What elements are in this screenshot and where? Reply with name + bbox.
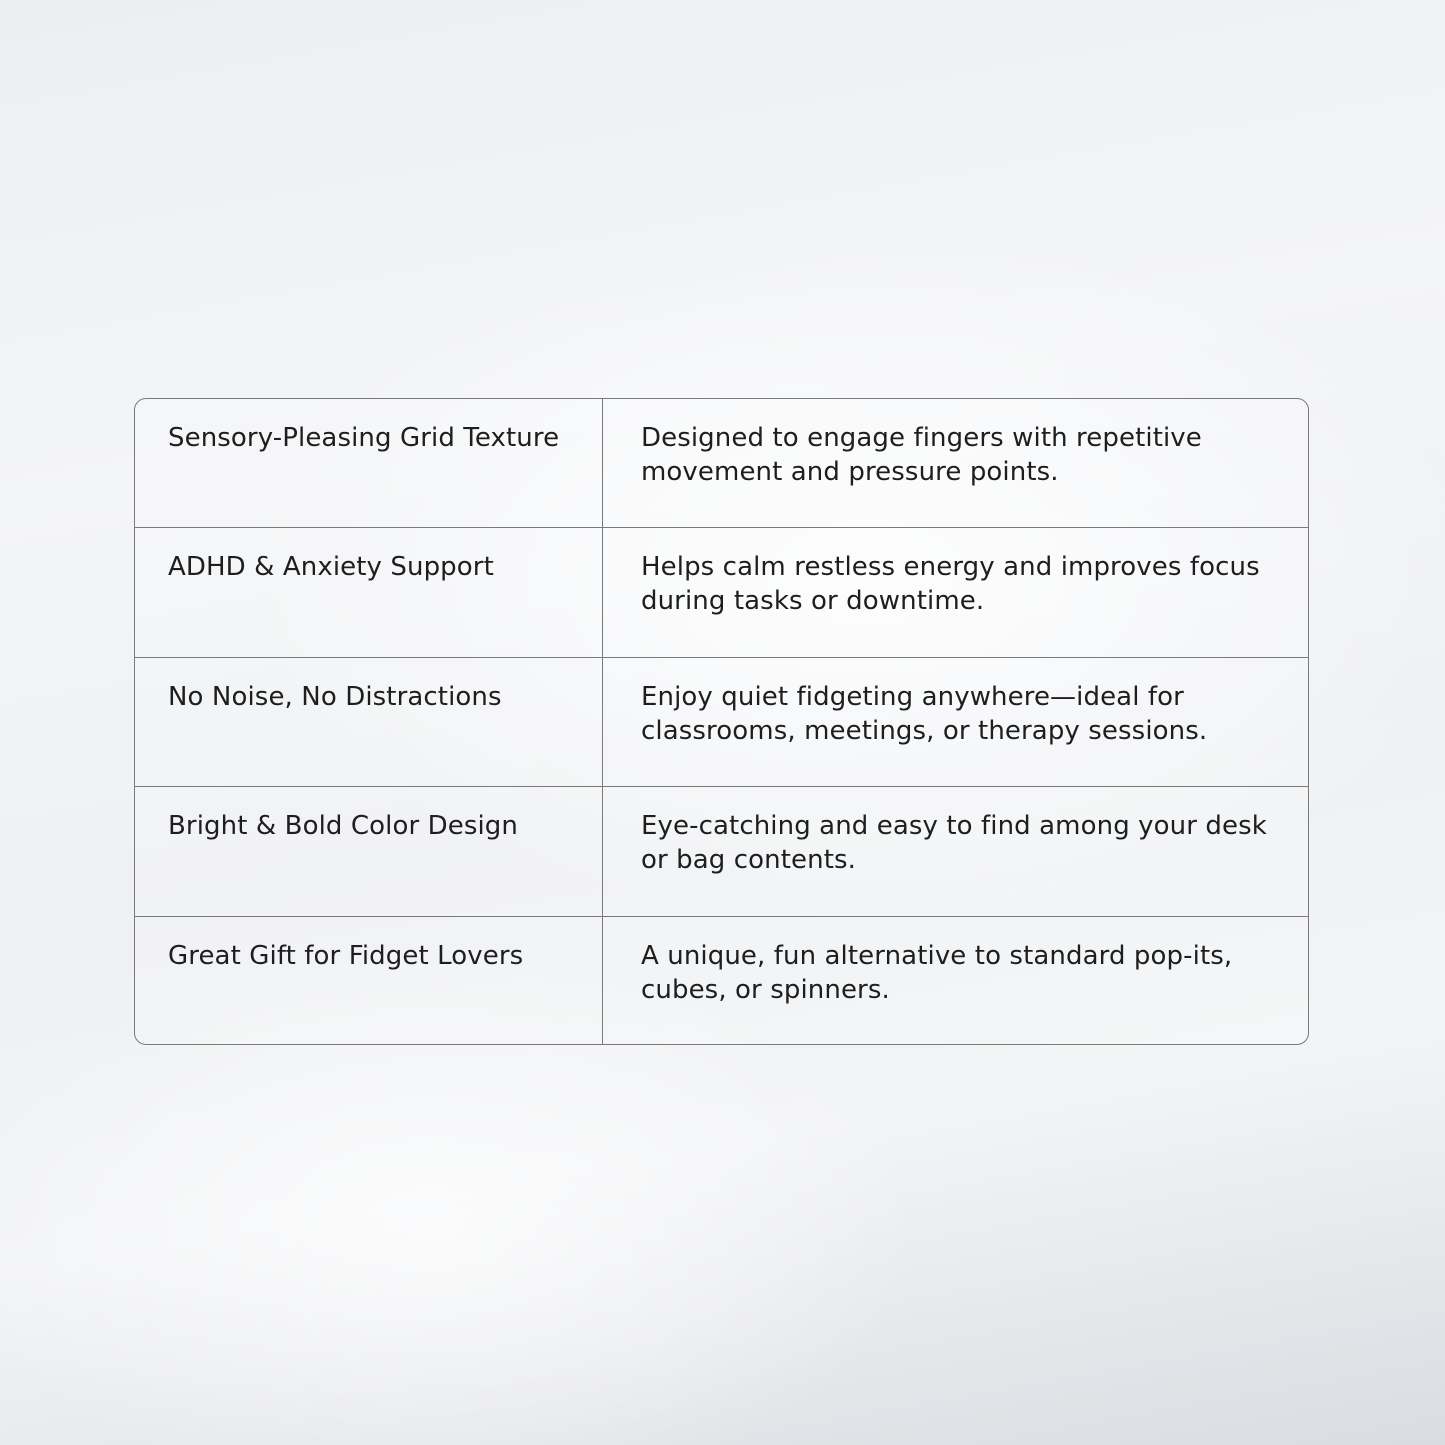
- feature-description: Designed to engage fingers with repetitive movement and pressure points.: [641, 423, 1202, 487]
- feature-name: No Noise, No Distractions: [135, 658, 603, 786]
- feature-name: Bright & Bold Color Design: [135, 787, 603, 915]
- table-row: [135, 787, 1308, 916]
- table-row: [135, 528, 1308, 657]
- feature-name: Sensory-Pleasing Grid Texture: [135, 399, 603, 527]
- feature-name: ADHD & Anxiety Support: [135, 528, 603, 656]
- feature-description: Eye-catching and easy to find among your desk or bag contents.: [641, 811, 1267, 876]
- feature-table: [134, 398, 1309, 1045]
- feature-description: Helps calm restless energy and improves focus during tasks or downtime.: [641, 552, 1260, 617]
- table-row: [135, 399, 1308, 528]
- table-row: [135, 917, 1308, 1045]
- feature-description: A unique, fun alternative to standard pop-its, cubes, or spinners.: [641, 940, 1233, 1005]
- table-row: [135, 658, 1308, 787]
- feature-name: Great Gift for Fidget Lovers: [135, 917, 603, 1045]
- feature-description: Enjoy quiet fidgeting anywhere—ideal for classrooms, meetings, or therapy sessions.: [641, 681, 1208, 746]
